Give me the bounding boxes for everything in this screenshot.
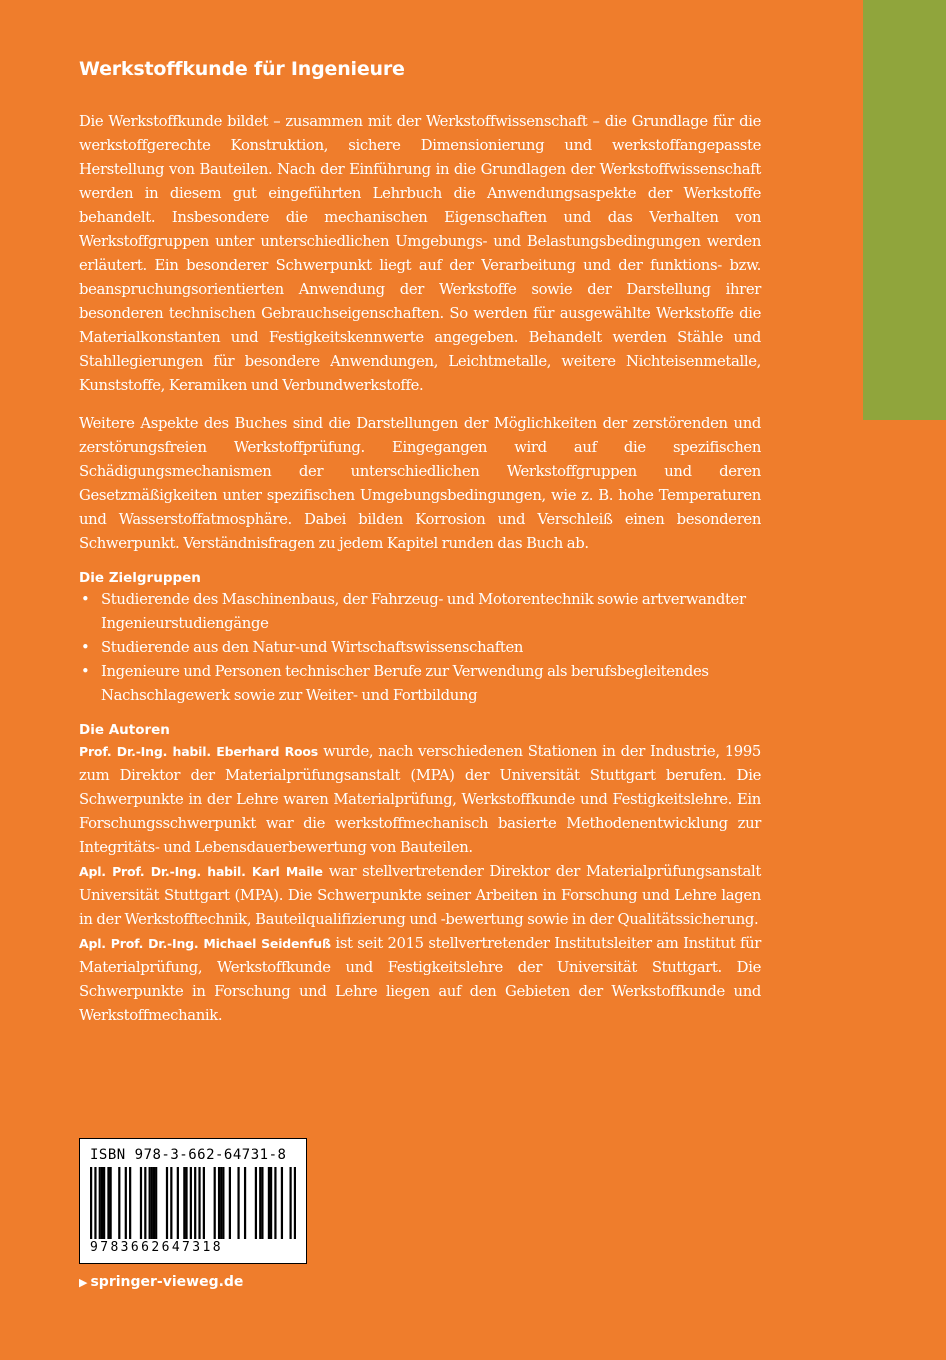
barcode-bar bbox=[151, 1167, 153, 1239]
publisher-website-link[interactable] bbox=[79, 1274, 243, 1290]
website-label: springer-vieweg.de bbox=[90, 1274, 244, 1290]
barcode-bar bbox=[90, 1167, 92, 1239]
barcode-bar bbox=[183, 1167, 185, 1239]
list-item bbox=[79, 636, 761, 660]
author-name: Prof. Dr.-Ing. habil. Eberhard Roos bbox=[79, 744, 319, 759]
author-name: Apl. Prof. Dr.-Ing. Michael Seidenfuß bbox=[79, 936, 331, 951]
barcode-bar bbox=[268, 1167, 270, 1239]
barcode-bar bbox=[99, 1167, 101, 1239]
description-paragraph-2: Weitere Aspekte des Buches sind die Darstellungen der Möglichkeiten der zerstörenden und zerstörungsfreien Werkstoffprüfung. Eingegangen wird auf die spezifischen Schädigungsmechanismen der unterschiedlichen Werkstoffgruppen und deren Gesetzmäßigkeiten unter spezifischen Umgebungsbedingungen, wie z. B. hohe Temperaturen und Wasserstoffatmosphäre. Dabei bilden Korrosion und Verschleiß einen besonderen Schwerpunkt. Verständnisfragen zu jedem Kapitel runden das Buch ab. bbox=[79, 415, 761, 552]
barcode-bar bbox=[294, 1167, 296, 1239]
barcode-bar bbox=[101, 1167, 103, 1239]
barcode-bar bbox=[155, 1167, 157, 1239]
bullet-icon: • bbox=[81, 591, 90, 608]
author-name: Apl. Prof. Dr.-Ing. habil. Karl Maile bbox=[79, 864, 323, 879]
barcode-bar bbox=[198, 1167, 200, 1239]
barcode-bar bbox=[185, 1167, 187, 1239]
book-title: Werkstoffkunde für Ingenieure bbox=[79, 58, 405, 80]
barcode-bar bbox=[255, 1167, 257, 1239]
barcode-bar bbox=[222, 1167, 224, 1239]
author-bio-roos bbox=[79, 740, 761, 860]
barcode-bar bbox=[190, 1167, 192, 1239]
barcode-bar bbox=[194, 1167, 196, 1239]
barcode-bar bbox=[281, 1167, 283, 1239]
barcode-bar bbox=[129, 1167, 131, 1239]
barcode-bars bbox=[90, 1167, 296, 1239]
barcode-bar bbox=[218, 1167, 220, 1239]
barcode-bar bbox=[118, 1167, 120, 1239]
isbn-label: ISBN 978-3-662-64731-8 bbox=[90, 1147, 287, 1163]
isbn-barcode bbox=[79, 1138, 307, 1264]
barcode-bar bbox=[153, 1167, 155, 1239]
barcode-bar bbox=[274, 1167, 276, 1239]
author-bio-text: war stellvertretender Direktor der Materialprüfungsanstalt Universität Stuttgart (MPA). Die Schwerpunkte seiner Arbeiten in Forschung und Lehre lagen in der Werkstofftechnik, Bauteilqualifizierung und -bewertung sowie in der Qualitätssicherung. bbox=[79, 863, 762, 928]
list-item bbox=[79, 588, 761, 636]
authors-heading: Die Autoren bbox=[79, 722, 170, 738]
barcode-bar bbox=[166, 1167, 168, 1239]
barcode-bar bbox=[270, 1167, 272, 1239]
barcode-bar bbox=[244, 1167, 246, 1239]
ean-digits: 9783662647318 bbox=[90, 1240, 223, 1255]
barcode-bar bbox=[214, 1167, 216, 1239]
author-bio-seidenfuss bbox=[79, 932, 761, 1028]
barcode-bar bbox=[144, 1167, 146, 1239]
barcode-bar bbox=[149, 1167, 151, 1239]
barcode-bar bbox=[229, 1167, 231, 1239]
barcode-bar bbox=[107, 1167, 109, 1239]
target-groups-heading: Die Zielgruppen bbox=[79, 570, 201, 586]
bullet-icon: • bbox=[81, 663, 90, 680]
arrow-right-icon: ▶ bbox=[79, 1276, 88, 1289]
description-paragraph-1: Die Werkstoffkunde bildet – zusammen mit der Werkstoffwissenschaft – die Grundlage für die werkstoffgerechte Konstruktion, sichere Dimensionierung und werkstoffangepasste Herstellung von Bauteilen. Nach der Einführung in die Grundlagen der Werkstoffwissenschaft werden in diesem gut eingeführten Lehrbuch die Anwendungsaspekte der Werkstoffe behandelt. Insbesondere die mechanischen Eigenschaften und das Verhalten von Werkstoffgruppen unter unterschiedlichen Umgebungs- und Belastungsbedingungen werden erläutert. Ein besonderer Schwerpunkt liegt auf der Verarbeitung und der funktions- bzw. beanspruchungsorientierten Anwendung der Werkstoffe sowie der Darstellung ihrer besonderen technischen Gebrauchseigenschaften. So werden für ausgewählte Werkstoffe die Materialkonstanten und Festigkeitskennwerte angegeben. Behandelt werden Stähle und Stahllegierungen für besondere Anwendungen, Leichtmetalle, weitere Nichteisenmetalle, Kunststoffe, Keramiken und Verbundwerkstoffe. bbox=[79, 113, 761, 394]
barcode-bar bbox=[110, 1167, 112, 1239]
barcode-bar bbox=[140, 1167, 142, 1239]
barcode-bar bbox=[259, 1167, 261, 1239]
bullet-icon: • bbox=[81, 639, 90, 656]
side-color-strip bbox=[863, 0, 946, 420]
list-item-text: Studierende des Maschinenbaus, der Fahrzeug- und Motorentechnik sowie artverwandter Ingenieurstudiengänge bbox=[101, 591, 746, 632]
list-item-text: Ingenieure und Personen technischer Berufe zur Verwendung als berufsbegleitendes Nachschlagewerk sowie zur Weiter- und Fortbildung bbox=[101, 663, 709, 704]
barcode-bar bbox=[220, 1167, 222, 1239]
author-bio-maile bbox=[79, 860, 761, 932]
barcode-bar bbox=[289, 1167, 291, 1239]
author-bio-text: wurde, nach verschiedenen Stationen in der Industrie, 1995 zum Direktor der Materialprüfungsanstalt (MPA) der Universität Stuttgart berufen. Die Schwerpunkte in der Lehre waren Materialprüfung, Werkstoffkunde und Festigkeitslehre. Ein Forschungsschwerpunkt war die werkstoffmechanisch basierte Methodenentwicklung zur Integritäts- und Lebensdauerbewertung von Bauteilen. bbox=[79, 743, 761, 856]
barcode-bar bbox=[94, 1167, 96, 1239]
list-item-text: Studierende aus den Natur-und Wirtschaftswissenschaften bbox=[101, 639, 524, 656]
barcode-bar bbox=[125, 1167, 127, 1239]
barcode-bar bbox=[103, 1167, 105, 1239]
barcode-bar bbox=[237, 1167, 239, 1239]
target-groups-list bbox=[79, 588, 761, 708]
back-cover-content bbox=[79, 58, 761, 1028]
barcode-bar bbox=[170, 1167, 172, 1239]
list-item bbox=[79, 660, 761, 708]
barcode-bar bbox=[203, 1167, 205, 1239]
author-bio-text: ist seit 2015 stellvertretender Institutsleiter am Institut für Materialprüfung, Werkstoffkunde und Festigkeitslehre der Universität Stuttgart. Die Schwerpunkte in Forschung und Lehre liegen auf den Gebieten der Werkstoffkunde und Werkstoffmechanik. bbox=[79, 935, 761, 1024]
barcode-bar bbox=[177, 1167, 179, 1239]
barcode-bar bbox=[261, 1167, 263, 1239]
